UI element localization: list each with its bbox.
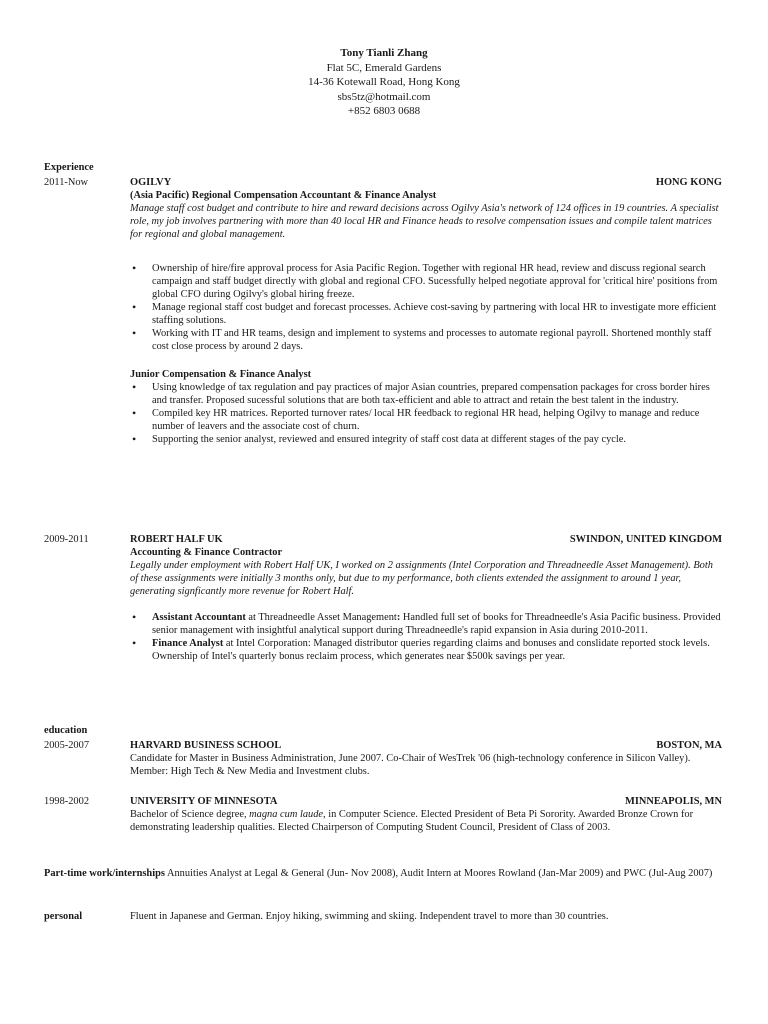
ogilvy-bullets-1 (130, 262, 722, 353)
bullet-colon: : (396, 612, 401, 623)
minnesota-dates: 1998-2002 (44, 796, 90, 807)
harvard-section (130, 739, 722, 778)
list-item: • Using knowledge of tax regulation and pay practices of major Asian countries, prepared compensation packages for cross border hires and transfer. Proposed sucessful solutions that are both tax-efficient and able to attract and retain the best talent in the industry. (130, 381, 722, 407)
harvard-location: BOSTON, MA (656, 740, 722, 751)
minnesota-description (130, 808, 722, 834)
list-item (130, 637, 722, 663)
parttime-heading: Part-time work/internships (44, 868, 165, 879)
bullet-title: Assistant Accountant (152, 612, 246, 623)
address-line-2: 14-36 Kotewall Road, Hong Kong (308, 76, 460, 88)
phone-number: +852 6803 0688 (347, 105, 421, 117)
harvard-dates: 2005-2007 (44, 740, 90, 751)
ogilvy-role-2: Junior Compensation & Finance Analyst (130, 369, 312, 380)
personal-heading: personal (44, 911, 83, 922)
ogilvy-bullets-2 (130, 381, 722, 446)
education-heading: education (44, 725, 88, 736)
candidate-name: Tony Tianli Zhang (340, 47, 428, 59)
roberthalf-role: Accounting & Finance Contractor (130, 547, 283, 558)
ogilvy-section (130, 176, 722, 446)
bullet-company: at Threadneedle Asset Management (245, 612, 397, 623)
list-item: • Compiled key HR matrices. Reported turnover rates/ local HR feedback to regional HR head, helping Ogilvy to manage and reduce number of leavers and the associate cost of churn. (130, 407, 722, 433)
roberthalf-dates: 2009-2011 (44, 534, 89, 545)
list-item: • Ownership of hire/fire approval process for Asia Pacific Region. Together with regional HR head, review and discuss regional search campaign and staff budget directly with global and regional CFO. Sucessfully helped negotiate approval for 'critical hire' positions from global CFO during Ogilvy's global hiring freeze. (130, 262, 722, 301)
list-item (130, 611, 722, 637)
ogilvy-description: Manage staff cost budget and contribute to hire and reward decisions across Ogilvy Asia's network of 124 offices in 19 countries. A specialist role, my job involves partnering with more than 40 local HR and Finance heads to resolve compensation issues and compile talent matrices for regional and global management. (130, 203, 719, 240)
personal-text: Fluent in Japanese and German. Enjoy hiking, swimming and skiing. Independent travel to more than 30 countries. (130, 911, 609, 922)
experience-heading: Experience (44, 162, 94, 173)
roberthalf-section (130, 533, 722, 663)
contact-header (0, 46, 768, 119)
list-item: • Working with IT and HR teams, design and implement to systems and processes to automate regional payroll. Shortened monthly staff cost close process by around 2 days. (130, 327, 722, 353)
bullet-text: at Intel Corporation: Managed distributor queries regarding claims and bonuses and conslidate reported stock levels. Ownership of Intel's quarterly bonus reclaim process, which generates near $500k savings per year. (152, 638, 710, 662)
ogilvy-role-1: (Asia Pacific) Regional Compensation Accountant & Finance Analyst (130, 190, 437, 201)
parttime-section (44, 867, 724, 880)
minnesota-location: MINNEAPOLIS, MN (625, 796, 722, 807)
ogilvy-dates: 2011-Now (44, 177, 89, 188)
list-item: • Supporting the senior analyst, reviewed and ensured integrity of staff cost data at different stages of the pay cycle. (130, 433, 722, 446)
roberthalf-bullets (130, 611, 722, 663)
bullet-text: Handled full set of books for Threadneedle's Asia Pacific business. Provided senior management with insightful analytical support during Threadneedle's rapid expansion in Asia during 2010-2011. (152, 612, 721, 636)
ogilvy-location: HONG KONG (655, 177, 722, 188)
minnesota-desc-part-2: , in Computer Science. Elected President of Beta Pi Sorority. Awarded Bronze Crown for demonstrating leadership qualities. Elected Chairperson of Computing Student Council, President of Class of 2003. (130, 809, 694, 833)
roberthalf-description: Legally under employment with Robert Half UK, I worked on 2 assignments (Intel Corporation and Threadneedle Asset Management). Both of these assignments were initially 3 months only, but due to my performance, both clients extended the assignment to around 1 year, generating signficantly more revenue for Robert Half. (130, 560, 713, 597)
minnesota-desc-part-1: Bachelor of Science degree, (130, 809, 250, 820)
parttime-text: Annuities Analyst at Legal & General (Jun- Nov 2008), Audit Intern at Moores Rowland (Jan-Mar 2009) and PWC (Jul-Aug 2007) (164, 868, 713, 879)
email-address: sbs5tz@hotmail.com (337, 90, 431, 103)
bullet-title: Finance Analyst (152, 638, 224, 649)
minnesota-honor: magna cum laude (249, 809, 324, 820)
harvard-description: Candidate for Master in Business Administration, June 2007. Co-Chair of WesTrek '06 (high-technology conference in Silicon Valley). Member: High Tech & New Media and Investment clubs. (130, 753, 691, 777)
minnesota-section (130, 795, 722, 834)
minnesota-school: UNIVERSITY OF MINNESOTA (130, 796, 278, 807)
address-line-1: Flat 5C, Emerald Gardens (326, 61, 442, 74)
list-item: • Manage regional staff cost budget and forecast processes. Achieve cost-saving by partnering with local HR to investigate more efficient staffing solutions. (130, 301, 722, 327)
harvard-school: HARVARD BUSINESS SCHOOL (130, 740, 282, 751)
roberthalf-location: SWINDON, UNITED KINGDOM (569, 534, 722, 545)
roberthalf-company: ROBERT HALF UK (130, 534, 223, 545)
ogilvy-company: OGILVY (130, 177, 172, 188)
